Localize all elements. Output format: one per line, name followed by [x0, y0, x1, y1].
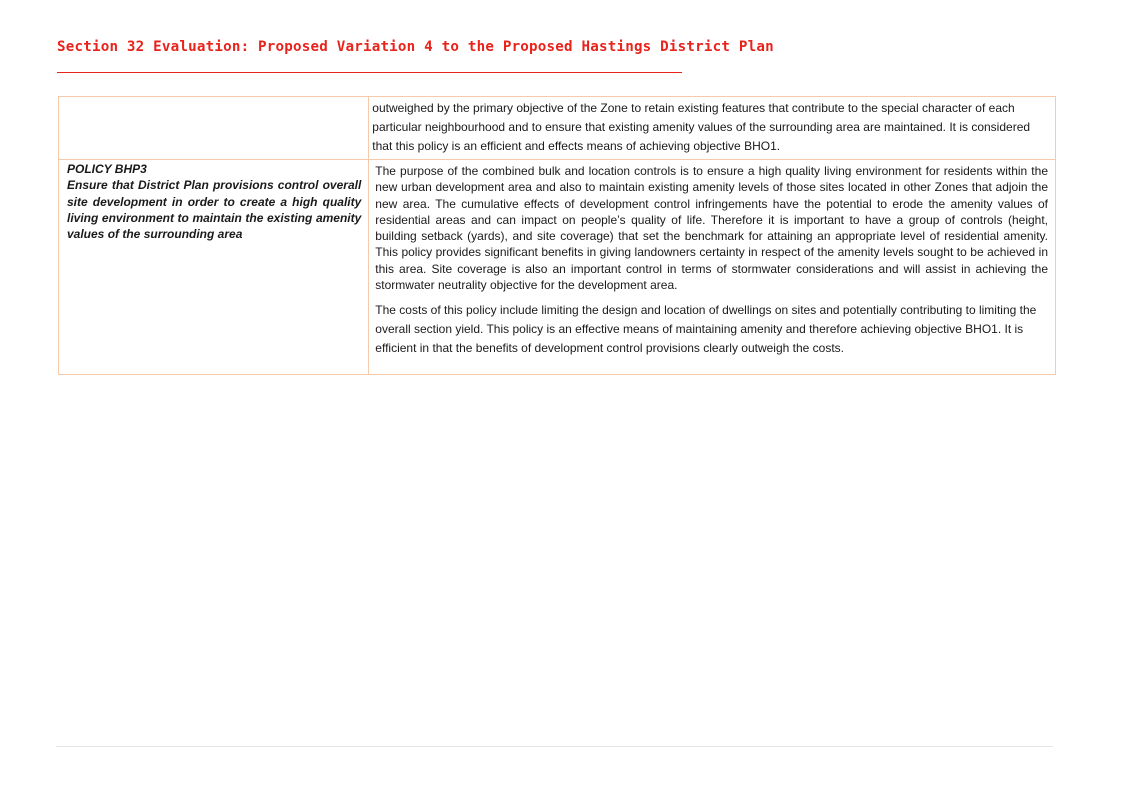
table-row-policy-bhp3 [59, 160, 1056, 375]
page-header [57, 38, 774, 56]
assessment-paragraph-benefits: The purpose of the combined bulk and location controls is to ensure a high quality living environment for residents within the new urban development area and also to maintain existing amenity levels of those sites located in other Zones that adjoin the new area. The cumulative effects of development control infringements have the potential to erode the amenity values of residential areas and can impact on people’s quality of life. Therefore it is important to have a group of controls (height, building setback (yards), and site coverage) that set the benchmark for attaining an appropriate level of residential amenity. This policy provides significant benefits in giving landowners certainty in respect of the amenity levels sought to be achieved in this area. Site coverage is also an important control in terms of stormwater considerations and will assist in achieving the stormwater neutrality objective for the development area. [375, 164, 1048, 293]
continuation-right-cell [369, 97, 1056, 160]
table-row-continuation [59, 97, 1056, 160]
evaluation-table [58, 96, 1056, 375]
header-rule [57, 72, 682, 73]
page-title: Section 32 Evaluation: Proposed Variation 4 to the Proposed Hastings District Plan [57, 39, 774, 55]
policy-heading: POLICY BHP3 [67, 162, 147, 176]
continuation-text: outweighed by the primary objective of the Zone to retain existing features that contribute to the special character of each particular neighbourhood and to ensure that existing amenity values of the surrounding area are maintained. It is considered that this policy is an efficient and effects means of achieving objective BHO1. [372, 101, 1031, 153]
assessment-cell [369, 160, 1056, 375]
policy-text: Ensure that District Plan provisions control overall site development in order to create a high quality living environment to maintain the existing amenity values of the surrounding area [67, 178, 362, 242]
footer-rule [56, 746, 1053, 747]
policy-cell [59, 160, 369, 375]
assessment-paragraph-costs: The costs of this policy include limiting the design and location of dwellings on sites and potentially contributing to limiting the overall section yield. This policy is an effective means of maintaining amenity and therefore achieving objective BHO1. It is efficient in that the benefits of development control provisions clearly outweigh the costs. [375, 303, 1037, 356]
continuation-left-cell [59, 97, 369, 160]
